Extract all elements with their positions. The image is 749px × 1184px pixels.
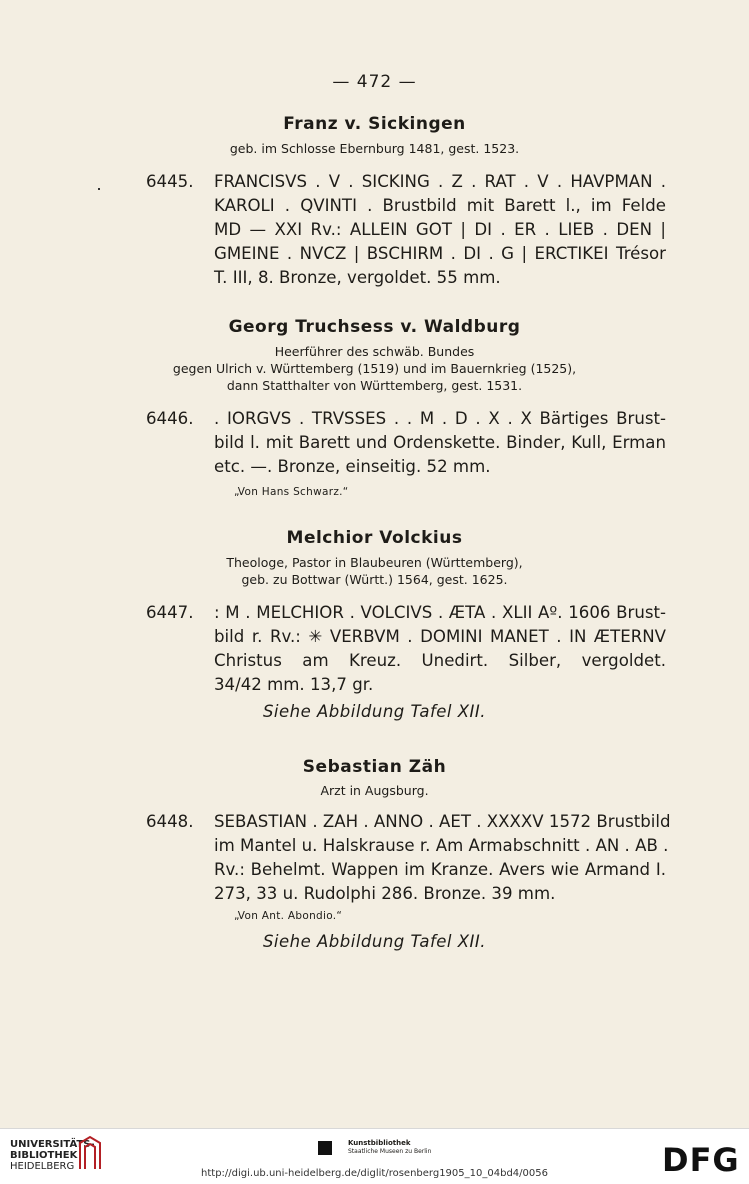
entry-line: Christus am Kreuz. Unedirt. Silber, vergoldet. xyxy=(214,651,666,670)
entry-line: SEBASTIAN . ZAH . ANNO . AET . XXXXV 1572 Brustbild xyxy=(214,812,671,831)
page-number: — 472 — xyxy=(332,72,417,92)
entry-line: etc. —. Bronze, einseitig. 52 mm. xyxy=(214,457,491,476)
entry-line: GMEINE . NVCZ | BSCHIRM . DI . G | ERCTIKEI Trésor xyxy=(214,244,666,263)
margin-mark xyxy=(98,188,100,190)
entry-line: : M . MELCHIOR . VOLCIVS . ÆTA . XLII Aº. 1606 Brust- xyxy=(214,603,666,622)
provenance-note: „Von Ant. Abondio.“ xyxy=(234,910,343,922)
entry-line: im Mantel u. Halskrause r. Am Armabschnitt . AN . AB . xyxy=(214,836,669,855)
dfg-logo: DFG xyxy=(662,1141,740,1179)
entry-line: T. III, 8. Bronze, vergoldet. 55 mm. xyxy=(214,268,501,287)
entry-line: 273, 33 u. Rudolphi 286. Bronze. 39 mm. xyxy=(214,884,556,903)
entry-line: KAROLI . QVINTI . Brustbild mit Barett l., im Felde xyxy=(214,196,666,215)
entry-number: 6445. xyxy=(146,172,194,191)
provenance-note: „Von Hans Schwarz.“ xyxy=(234,486,349,498)
section-subtitle: gegen Ulrich v. Württemberg (1519) und im Bauernkrieg (1525), xyxy=(172,361,577,376)
library-name-line: HEIDELBERG xyxy=(10,1161,75,1172)
entry-number: 6446. xyxy=(146,409,194,428)
section-heading: Melchior Volckius xyxy=(286,528,463,548)
plate-reference: Siehe Abbildung Tafel XII. xyxy=(262,702,487,721)
permalink-url[interactable]: http://digi.ub.uni-heidelberg.de/diglit/rosenberg1905_10_04bd4/0056 xyxy=(201,1168,548,1179)
entry-number: 6447. xyxy=(146,603,194,622)
entry-line: FRANCISVS . V . SICKING . Z . RAT . V . HAVPMAN . xyxy=(214,172,666,191)
entry-line: bild r. Rv.: ✳ VERBVM . DOMINI MANET . IN ÆTERNV xyxy=(214,627,666,646)
digitization-footer xyxy=(0,1128,749,1184)
kunstbibliothek-icon xyxy=(318,1141,332,1155)
library-emblem-icon xyxy=(76,1135,104,1171)
plate-reference: Siehe Abbildung Tafel XII. xyxy=(262,932,487,951)
entry-line: 34/42 mm. 13,7 gr. xyxy=(214,675,374,694)
section-subtitle: geb. zu Bottwar (Württ.) 1564, gest. 1625. xyxy=(241,572,508,587)
entry-line: bild l. mit Barett und Ordenskette. Binder, Kull, Erman xyxy=(214,433,666,452)
entry-number: 6448. xyxy=(146,812,194,831)
section-heading: Sebastian Zäh xyxy=(302,757,447,777)
section-subtitle: geb. im Schlosse Ebernburg 1481, gest. 1523. xyxy=(229,141,520,156)
section-heading: Franz v. Sickingen xyxy=(283,114,466,134)
kunstbibliothek-subtitle: Staatliche Museen zu Berlin xyxy=(348,1148,432,1155)
section-subtitle: Arzt in Augsburg. xyxy=(320,783,429,798)
entry-line: Rv.: Behelmt. Wappen im Kranze. Avers wie Armand I. xyxy=(214,860,666,879)
section-subtitle: Theologe, Pastor in Blaubeuren (Württemberg), xyxy=(226,555,523,570)
section-subtitle: Heerführer des schwäb. Bundes xyxy=(274,344,475,359)
section-heading: Georg Truchsess v. Waldburg xyxy=(228,317,521,337)
entry-line: MD — XXI Rv.: ALLEIN GOT | DI . ER . LIEB . DEN | xyxy=(214,220,666,239)
entry-line: . IORGVS . TRVSSES . . M . D . X . X Bärtiges Brust- xyxy=(214,409,666,428)
library-name-line: BIBLIOTHEK xyxy=(10,1150,78,1161)
library-name-line: UNIVERSITÄTS- xyxy=(10,1139,95,1150)
section-subtitle: dann Statthalter von Württemberg, gest. 1531. xyxy=(226,378,523,393)
kunstbibliothek-title: Kunstbibliothek xyxy=(348,1139,411,1147)
